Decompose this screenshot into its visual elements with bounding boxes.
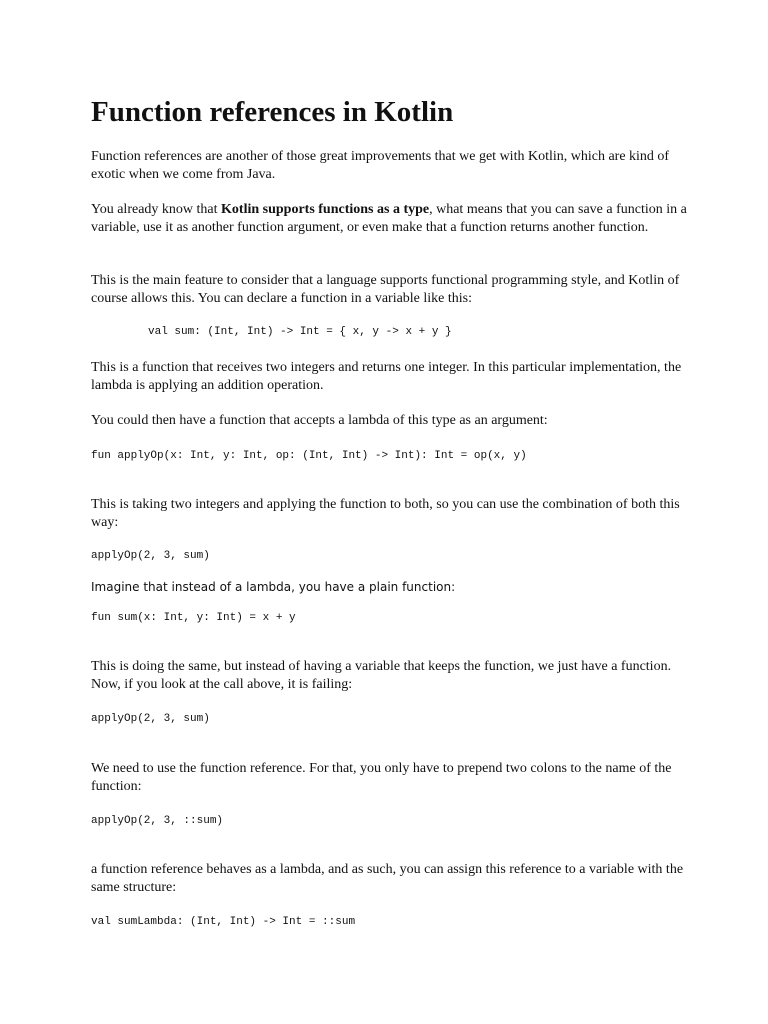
paragraph-functional-style: This is the main feature to consider that a language supports functional programming style, and Kotlin of course allows this. You can declare a function in a variable like this: xyxy=(91,273,680,306)
paragraph-intro: Function references are another of those great improvements that we get with Kotlin, which are kind of exotic when we come from Java. xyxy=(91,149,670,182)
paragraph-accepts-lambda: You could then have a function that accepts a lambda of this type as an argument: xyxy=(91,413,548,428)
paragraph-doing-same: This is doing the same, but instead of having a variable that keeps the function, we just have a function. Now, if you look at the call above, it is failing: xyxy=(91,659,672,692)
code-line-val-sum: val sum: (Int, Int) -> Int = { x, y -> x + y } xyxy=(148,326,452,338)
code-line-apply-op: fun applyOp(x: Int, y: Int, op: (Int, Int) -> Int): Int = op(x, y) xyxy=(91,450,527,462)
paragraph-function-reference: We need to use the function reference. For that, you only have to prepend two colons to the name of the function: xyxy=(91,761,672,794)
paragraph-text: You already know that xyxy=(91,202,222,217)
paragraph-functions-as-type xyxy=(91,201,691,236)
paragraph-lambda-explanation: This is a function that receives two integers and returns one integer. In this particular implementation, the lambda is applying an addition operation. xyxy=(91,360,682,393)
paragraph-plain-function: Imagine that instead of a lambda, you have a plain function: xyxy=(91,580,456,594)
bold-emphasis: Kotlin supports functions as a type xyxy=(221,202,430,217)
code-line-apply-op-reference: applyOp(2, 3, ::sum) xyxy=(91,815,224,827)
code-line-apply-op-failing: applyOp(2, 3, sum) xyxy=(91,713,210,725)
paragraph-taking-integers: This is taking two integers and applying the function to both, so you can use the combination of both this way: xyxy=(91,497,680,530)
code-line-sum-lambda: val sumLambda: (Int, Int) -> Int = ::sum xyxy=(91,916,356,928)
paragraph-text: , what means that you can save a function in a variable, use it as another function argument, or even make that a function returns another function. xyxy=(91,202,687,235)
code-line-fun-sum: fun sum(x: Int, y: Int) = x + y xyxy=(91,612,296,624)
paragraph-assign-reference: a function reference behaves as a lambda, and as such, you can assign this reference to a variable with the same structure: xyxy=(91,862,684,895)
page-title: Function references in Kotlin xyxy=(91,96,454,128)
code-line-apply-op-call: applyOp(2, 3, sum) xyxy=(91,550,210,562)
